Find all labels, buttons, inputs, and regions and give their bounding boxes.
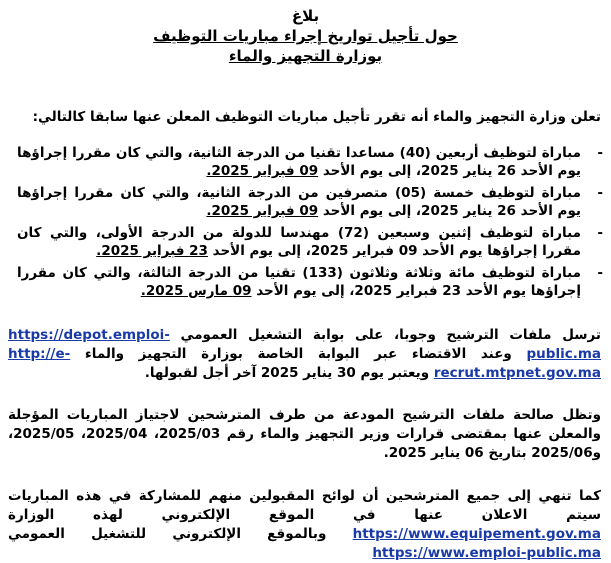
submission-paragraph: [8, 326, 601, 383]
equipement-link[interactable]: https://www.equipement.gov.ma: [352, 526, 601, 542]
emploi-public-link[interactable]: https://www.emploi-public.ma: [372, 545, 601, 561]
item-text: مباراة لتوظيف إثنين وسبعين (72) مهندسا للدولة من الدرجة الأولى، والتي كان مقررا إجراؤها يوم الأحد 09 فبراير 2025، إلى يوم الأحد: [17, 225, 581, 259]
bullet-marker: -: [597, 265, 603, 281]
results-paragraph: [8, 487, 601, 563]
para1-text-2: وعند الاقتضاء عبر البوابة الخاصة بوزارة التجهيز والماء: [84, 346, 512, 362]
item-text: مباراة لتوظيف مائة وثلاثة وثلاثون (133) تقنيا من الدرجة الثالثة، والتي كان مقررا إجراؤها يوم الأحد 23 فبراير 2025، إلى يوم الأحد: [17, 265, 581, 299]
para1-text-1: ترسل ملفات الترشيح وجوبا، على بوابة التشغيل العمومي: [180, 327, 602, 343]
intro-text: تعلن وزارة التجهيز والماء أنه تقرر تأجيل مباريات التوظيف المعلن عنها سابقا كالتالي:: [32, 109, 601, 125]
list-item: [9, 224, 611, 260]
item-new-date: 09 فبراير 2025.: [206, 203, 319, 219]
subject-line-1: حول تأجيل تواريخ إجراء مباريات التوظيف: [153, 27, 458, 45]
depot-emploi-link[interactable]: https://depot.emploi-public.ma: [8, 327, 602, 362]
e-recrut-link[interactable]: http://e-recrut.mtpnet.gov.ma: [8, 346, 601, 381]
exam-list: [9, 144, 611, 304]
bullet-marker: -: [597, 225, 603, 241]
notice-heading: بلاغ: [291, 7, 320, 25]
item-new-date: 23 فبراير 2025.: [96, 243, 208, 259]
list-item: [9, 144, 611, 180]
subject-line-2: بوزارة التجهيز والماء: [228, 47, 383, 65]
list-item: [9, 264, 611, 300]
item-new-date: 09 مارس 2025.: [140, 283, 252, 299]
validity-paragraph: وتظل صالحة ملفات الترشيح المودعة من طرف المترشحين لاجتياز المباريات المؤجلة والمعلن عنها بمقتضى قرارات وزير التجهيز والماء رقم 2025/03، 2025/04، 2025/05، و2025/06 بتاريخ 06 يناير 2025.: [8, 407, 601, 461]
para1-text-3: ويعتبر يوم 30 يناير 2025 آخر أجل لقبولها.: [144, 365, 430, 381]
list-item: [9, 184, 611, 220]
bullet-marker: -: [597, 145, 603, 161]
item-text: مباراة لتوظيف أربعين (40) مساعدا تقنيا من الدرجة الثانية، والتي كان مقررا إجراؤها يوم الأحد 26 يناير 2025، إلى يوم الأحد: [17, 145, 582, 179]
para3-text-2: وبالموقع الإلكتروني للتشغيل العمومي: [8, 526, 327, 542]
bullet-marker: -: [597, 185, 603, 201]
item-text: مباراة لتوظيف خمسة (05) متصرفين من الدرجة الثانية، والتي كان مقررا إجراؤها يوم الأحد 26 يناير 2025، إلى يوم الأحد: [17, 185, 581, 219]
item-new-date: 09 فبراير 2025.: [206, 163, 319, 179]
para3-text-1: كما تنهي إلى جميع المترشحين أن لوائح المقبولين منهم للمشاركة في هذه المباريات سيتم الاعلان عنها في الموقع الإلكتروني لهذه الوزارة: [8, 488, 601, 523]
